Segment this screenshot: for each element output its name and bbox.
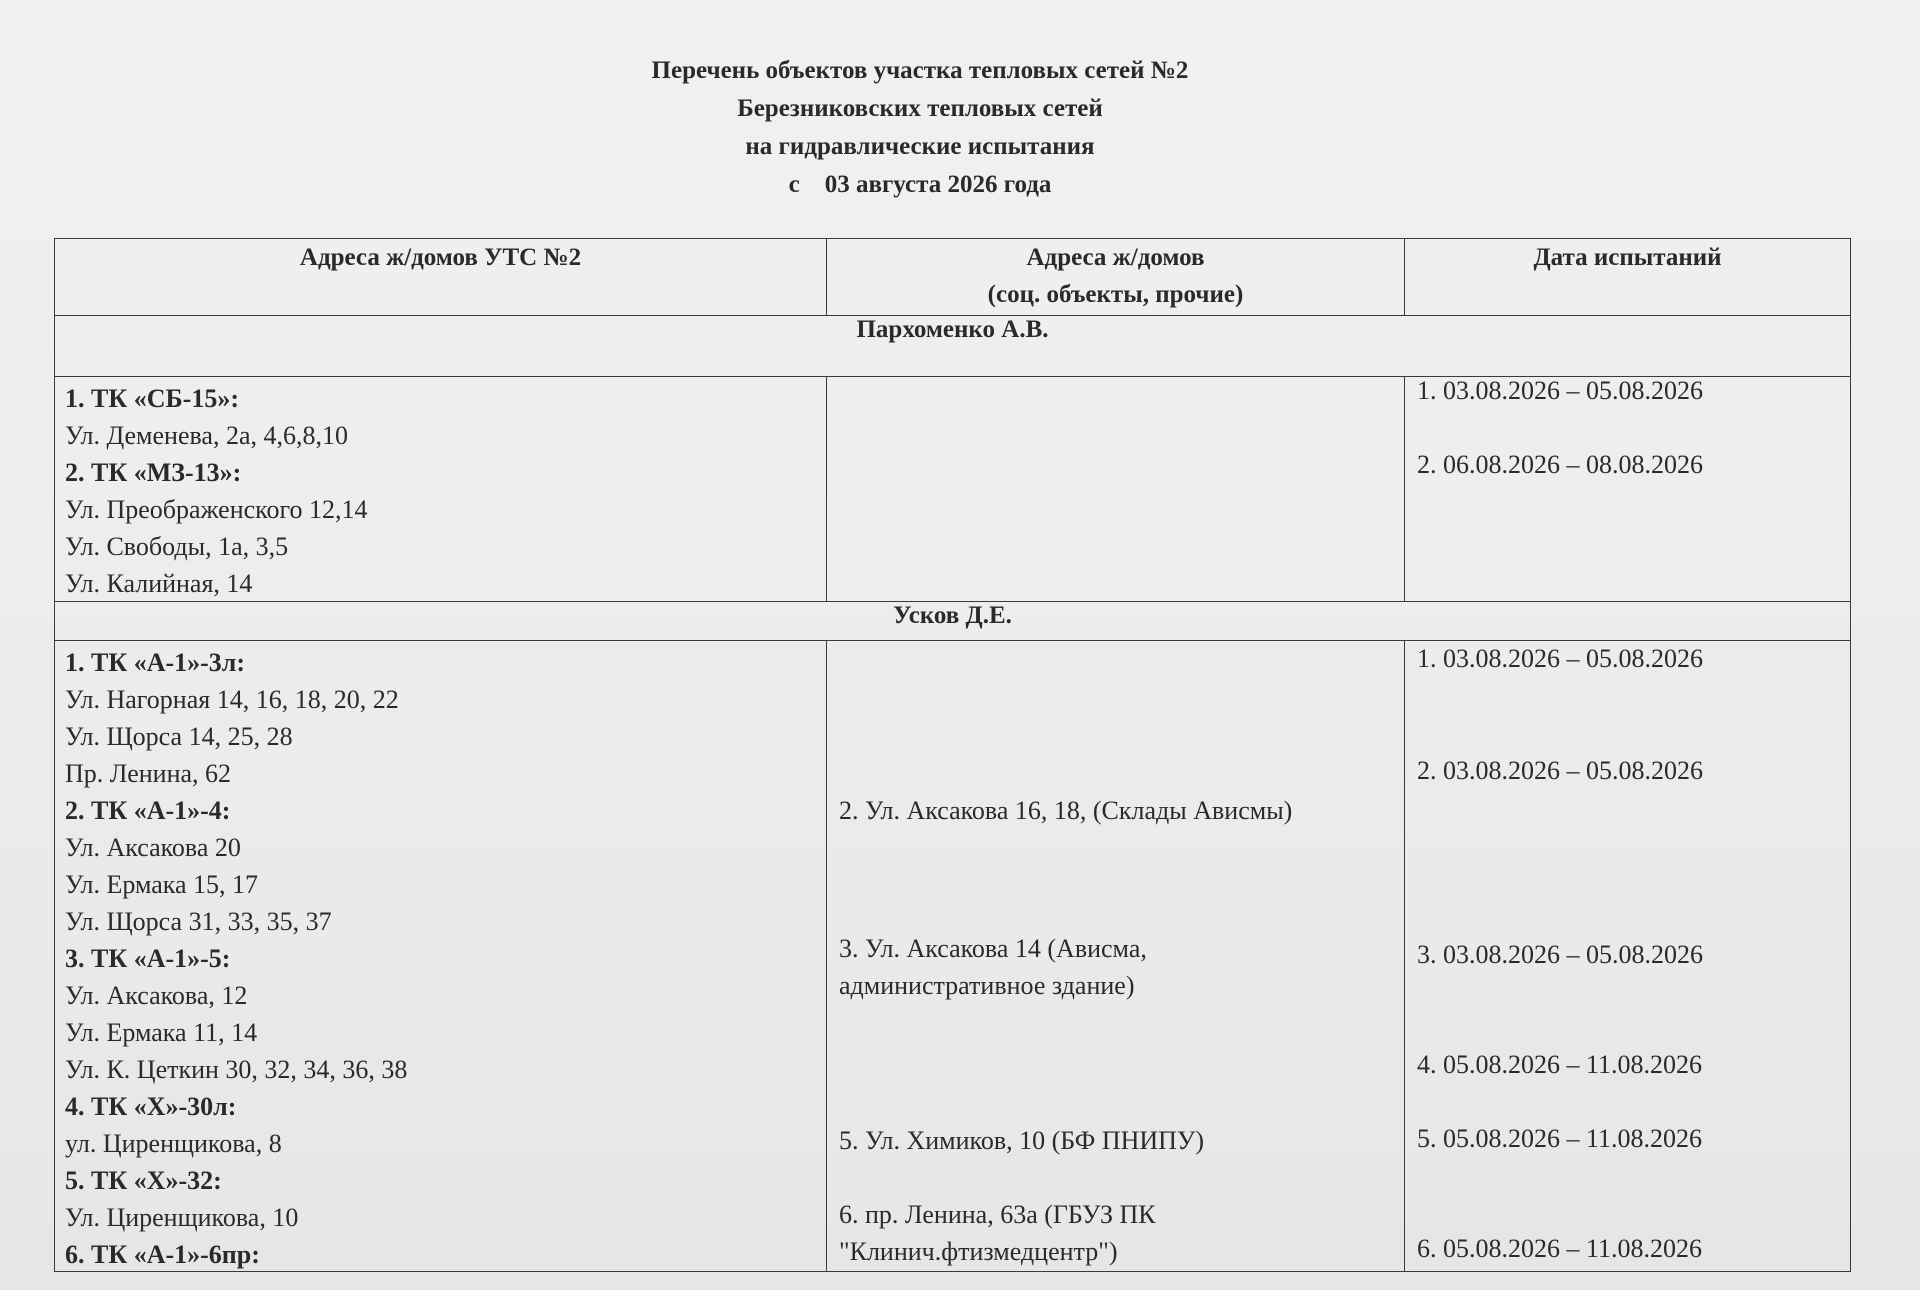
list-item: 2. ТК «А-1»-4:	[65, 796, 231, 825]
document-title	[0, 52, 1840, 204]
group-row-uskov	[55, 602, 1851, 641]
column-header-residential: Адреса ж/домов УТС №2	[55, 239, 827, 316]
list-item: 3. Ул. Аксакова 14 (Ависма,	[839, 934, 1147, 963]
list-item: 4. 05.08.2026 – 11.08.2026	[1417, 1050, 1703, 1079]
list-item: 4. ТК «Х»-30л:	[65, 1092, 237, 1121]
social-cell	[827, 641, 1405, 1272]
group-row-parkhomenko	[55, 316, 1851, 377]
list-item: 6. пр. Ленина, 63а (ГБУЗ ПК	[839, 1200, 1156, 1229]
group-name: Усков Д.Е.	[55, 602, 1851, 641]
title-line-2: Березниковских тепловых сетей	[737, 95, 1103, 122]
list-item: 6. ТК «А-1»-6пр:	[65, 1240, 260, 1269]
list-item: Ул. Ермака 11, 14	[65, 1018, 258, 1047]
list-item: 5. ТК «Х»-32:	[65, 1166, 222, 1195]
table-row	[55, 377, 1851, 602]
title-line-1: Перечень объектов участка тепловых сетей №2	[651, 57, 1189, 84]
title-line-4: с 03 августа 2026 года	[788, 171, 1052, 198]
list-item: 1. 03.08.2026 – 05.08.2026	[1417, 644, 1703, 673]
list-item: 1. 03.08.2026 – 05.08.2026	[1417, 376, 1703, 405]
table-row	[55, 641, 1851, 1272]
residential-cell	[55, 377, 827, 602]
list-item: Ул. Щорса 14, 25, 28	[65, 722, 293, 751]
list-item: Пр. Ленина, 62	[65, 759, 232, 788]
column-header-social-line1: Адреса ж/домов	[1026, 244, 1205, 271]
list-item: Ул. Щорса 31, 33, 35, 37	[65, 907, 332, 936]
schedule-table	[54, 238, 1851, 1272]
list-item: административное здание)	[839, 971, 1135, 1000]
list-item: Ул. Аксакова, 12	[65, 981, 248, 1010]
list-item: Ул. Нагорная 14, 16, 18, 20, 22	[65, 685, 399, 714]
list-item: 2. 03.08.2026 – 05.08.2026	[1417, 756, 1703, 785]
list-item: 6. 05.08.2026 – 11.08.2026	[1417, 1234, 1703, 1263]
list-item: 2. ТК «МЗ-13»:	[65, 458, 242, 487]
social-cell	[827, 377, 1405, 602]
list-item: 2. 06.08.2026 – 08.08.2026	[1417, 450, 1703, 479]
list-item: 5. Ул. Химиков, 10 (БФ ПНИПУ)	[839, 1126, 1205, 1155]
list-item: Ул. Ермака 15, 17	[65, 870, 259, 899]
list-item: 1. ТК «А-1»-3л:	[65, 648, 246, 677]
dates-cell	[1405, 641, 1851, 1272]
list-item: Ул. Свободы, 1а, 3,5	[65, 532, 289, 561]
residential-cell	[55, 641, 827, 1272]
list-item: Ул. Циренщикова, 10	[65, 1203, 299, 1232]
list-item: Ул. Аксакова 20	[65, 833, 241, 862]
group-name: Пархоменко А.В.	[55, 316, 1851, 377]
list-item: 3. ТК «А-1»-5:	[65, 944, 231, 973]
list-item: 2. Ул. Аксакова 16, 18, (Склады Ависмы)	[839, 796, 1293, 825]
column-header-social-line2: (соц. объекты, прочие)	[987, 281, 1244, 308]
table-header-row	[55, 239, 1851, 316]
list-item: "Клинич.фтизмедцентр")	[839, 1237, 1118, 1266]
title-line-3: на гидравлические испытания	[745, 133, 1095, 160]
list-item: 3. 03.08.2026 – 05.08.2026	[1417, 940, 1703, 969]
list-item: 1. ТК «СБ-15»:	[65, 384, 239, 413]
list-item: ул. Циренщикова, 8	[65, 1129, 282, 1158]
dates-cell	[1405, 377, 1851, 602]
list-item: Ул. Калийная, 14	[65, 569, 253, 598]
list-item: 5. 05.08.2026 – 11.08.2026	[1417, 1124, 1703, 1153]
column-header-dates: Дата испытаний	[1405, 239, 1851, 316]
list-item: Ул. Деменева, 2а, 4,6,8,10	[65, 421, 349, 450]
list-item: Ул. К. Цеткин 30, 32, 34, 36, 38	[65, 1055, 408, 1084]
list-item: Ул. Преображенского 12,14	[65, 495, 368, 524]
column-header-social	[827, 239, 1405, 316]
